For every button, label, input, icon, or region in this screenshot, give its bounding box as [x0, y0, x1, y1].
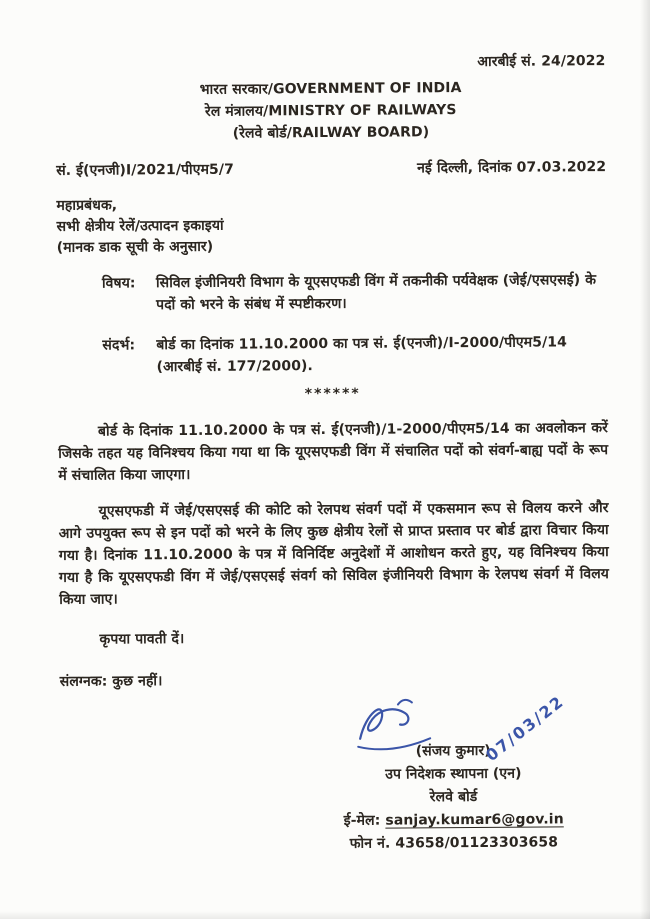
signatory-phone: फोन नं. 43658/01123303658	[349, 834, 559, 852]
reference-block	[102, 331, 607, 379]
file-number: सं. ई(एनजी)I/2021/पीएम5/7	[56, 161, 234, 179]
handwritten-signature	[328, 691, 578, 766]
handwritten-date: 07/03/22	[481, 691, 568, 766]
subject-label: विषय:	[101, 275, 136, 292]
addressee-line3: (मानक डाक सूची के अनुसार)	[56, 238, 214, 256]
signature-ink-icon	[346, 692, 506, 755]
file-number-row	[56, 156, 606, 182]
rbe-number: आरबीई सं. 24/2022	[477, 53, 606, 70]
letterhead	[56, 76, 606, 146]
email-address: sanjay.kumar6@gov.in	[385, 811, 564, 829]
subject-text: सिविल इंजीनियरी विभाग के यूएसएफडी विंग में तकनीकी पर्यवेक्षक (जेई/एसएसई) के पदों को भरने के संबंध में स्पष्टीकरण।	[155, 272, 597, 314]
addressee-line2: सभी क्षेत्रीय रेलें/उत्पादन इकाइयां	[56, 217, 224, 235]
reference-line2: (आरबीई सं. 177/2000).	[156, 358, 314, 376]
subject-block	[102, 269, 607, 317]
body-paragraph-1: बोर्ड के दिनांक 11.10.2000 के पत्र सं. ई(एनजी)/1-2000/पीएम5/14 का अवलोकन करें जिसके तहत यह विनिश्चय किया गया था कि यूएसएफडी विंग में संचालित पदों को संवर्ग-बाह्य पदों के रूप में संचालित किया जाएगा।	[58, 420, 609, 484]
signatory-organization: रेलवे बोर्ड	[429, 788, 478, 806]
letterhead-ministry-line: रेल मंत्रालय/MINISTRY OF RAILWAYS	[204, 102, 457, 120]
email-label: ई-मेल:	[343, 812, 381, 829]
star-separator: ******	[304, 385, 361, 403]
scan-edge-shadow-bottom	[0, 911, 650, 919]
signatory-name: (संजय कुमार)	[415, 742, 491, 760]
reference-line1: बोर्ड का दिनांक 11.10.2000 का पत्र सं. ई(एनजी)/I-2000/पीएम5/14	[156, 334, 568, 354]
addressee-title: महाप्रबंधक,	[56, 197, 118, 214]
addressee-block	[56, 192, 606, 259]
signatory-email-line	[329, 808, 579, 833]
letterhead-board-line: (रेलवे बोर्ड/RAILWAY BOARD)	[232, 124, 430, 142]
letterhead-govt-line: भारत सरकार/GOVERNMENT OF INDIA	[199, 80, 462, 98]
enclosure-line: संलग्नक: कुछ नहीं।	[59, 673, 163, 690]
signatory-designation: उप निदेशक स्थापना (एन)	[385, 765, 522, 783]
signature-block	[328, 691, 579, 856]
closing-line: कृपया पावती दें।	[99, 630, 185, 648]
reference-text	[156, 331, 607, 378]
place-and-date: नई दिल्ली, दिनांक 07.03.2022	[417, 159, 607, 177]
reference-label: संदर्भ:	[102, 337, 136, 354]
scan-edge-shadow-right	[640, 0, 650, 919]
body-paragraph-2: यूएसएफडी में जेई/एसएसई की कोटि को रेलपथ संवर्ग पदों में एकसमान रूप से विलय करने और आगे उपयुक्त रूप से इन पदों को भरने के लिए कुछ क्षेत्रीय रेलों से प्राप्त प्रस्ताव पर बोर्ड द्वारा विचार किया गया है। दिनांक 11.10.2000 के पत्र में विनिर्दिष्ट अनुदेशों में आशोधन करते हुए, यह विनिश्चय किया गया है कि यूएसएफडी विंग में जेई/एसएसई संवर्ग को सिविल इंजीनियरी विभाग के रेलपथ संवर्ग में विलय किया जाए।	[58, 500, 610, 608]
